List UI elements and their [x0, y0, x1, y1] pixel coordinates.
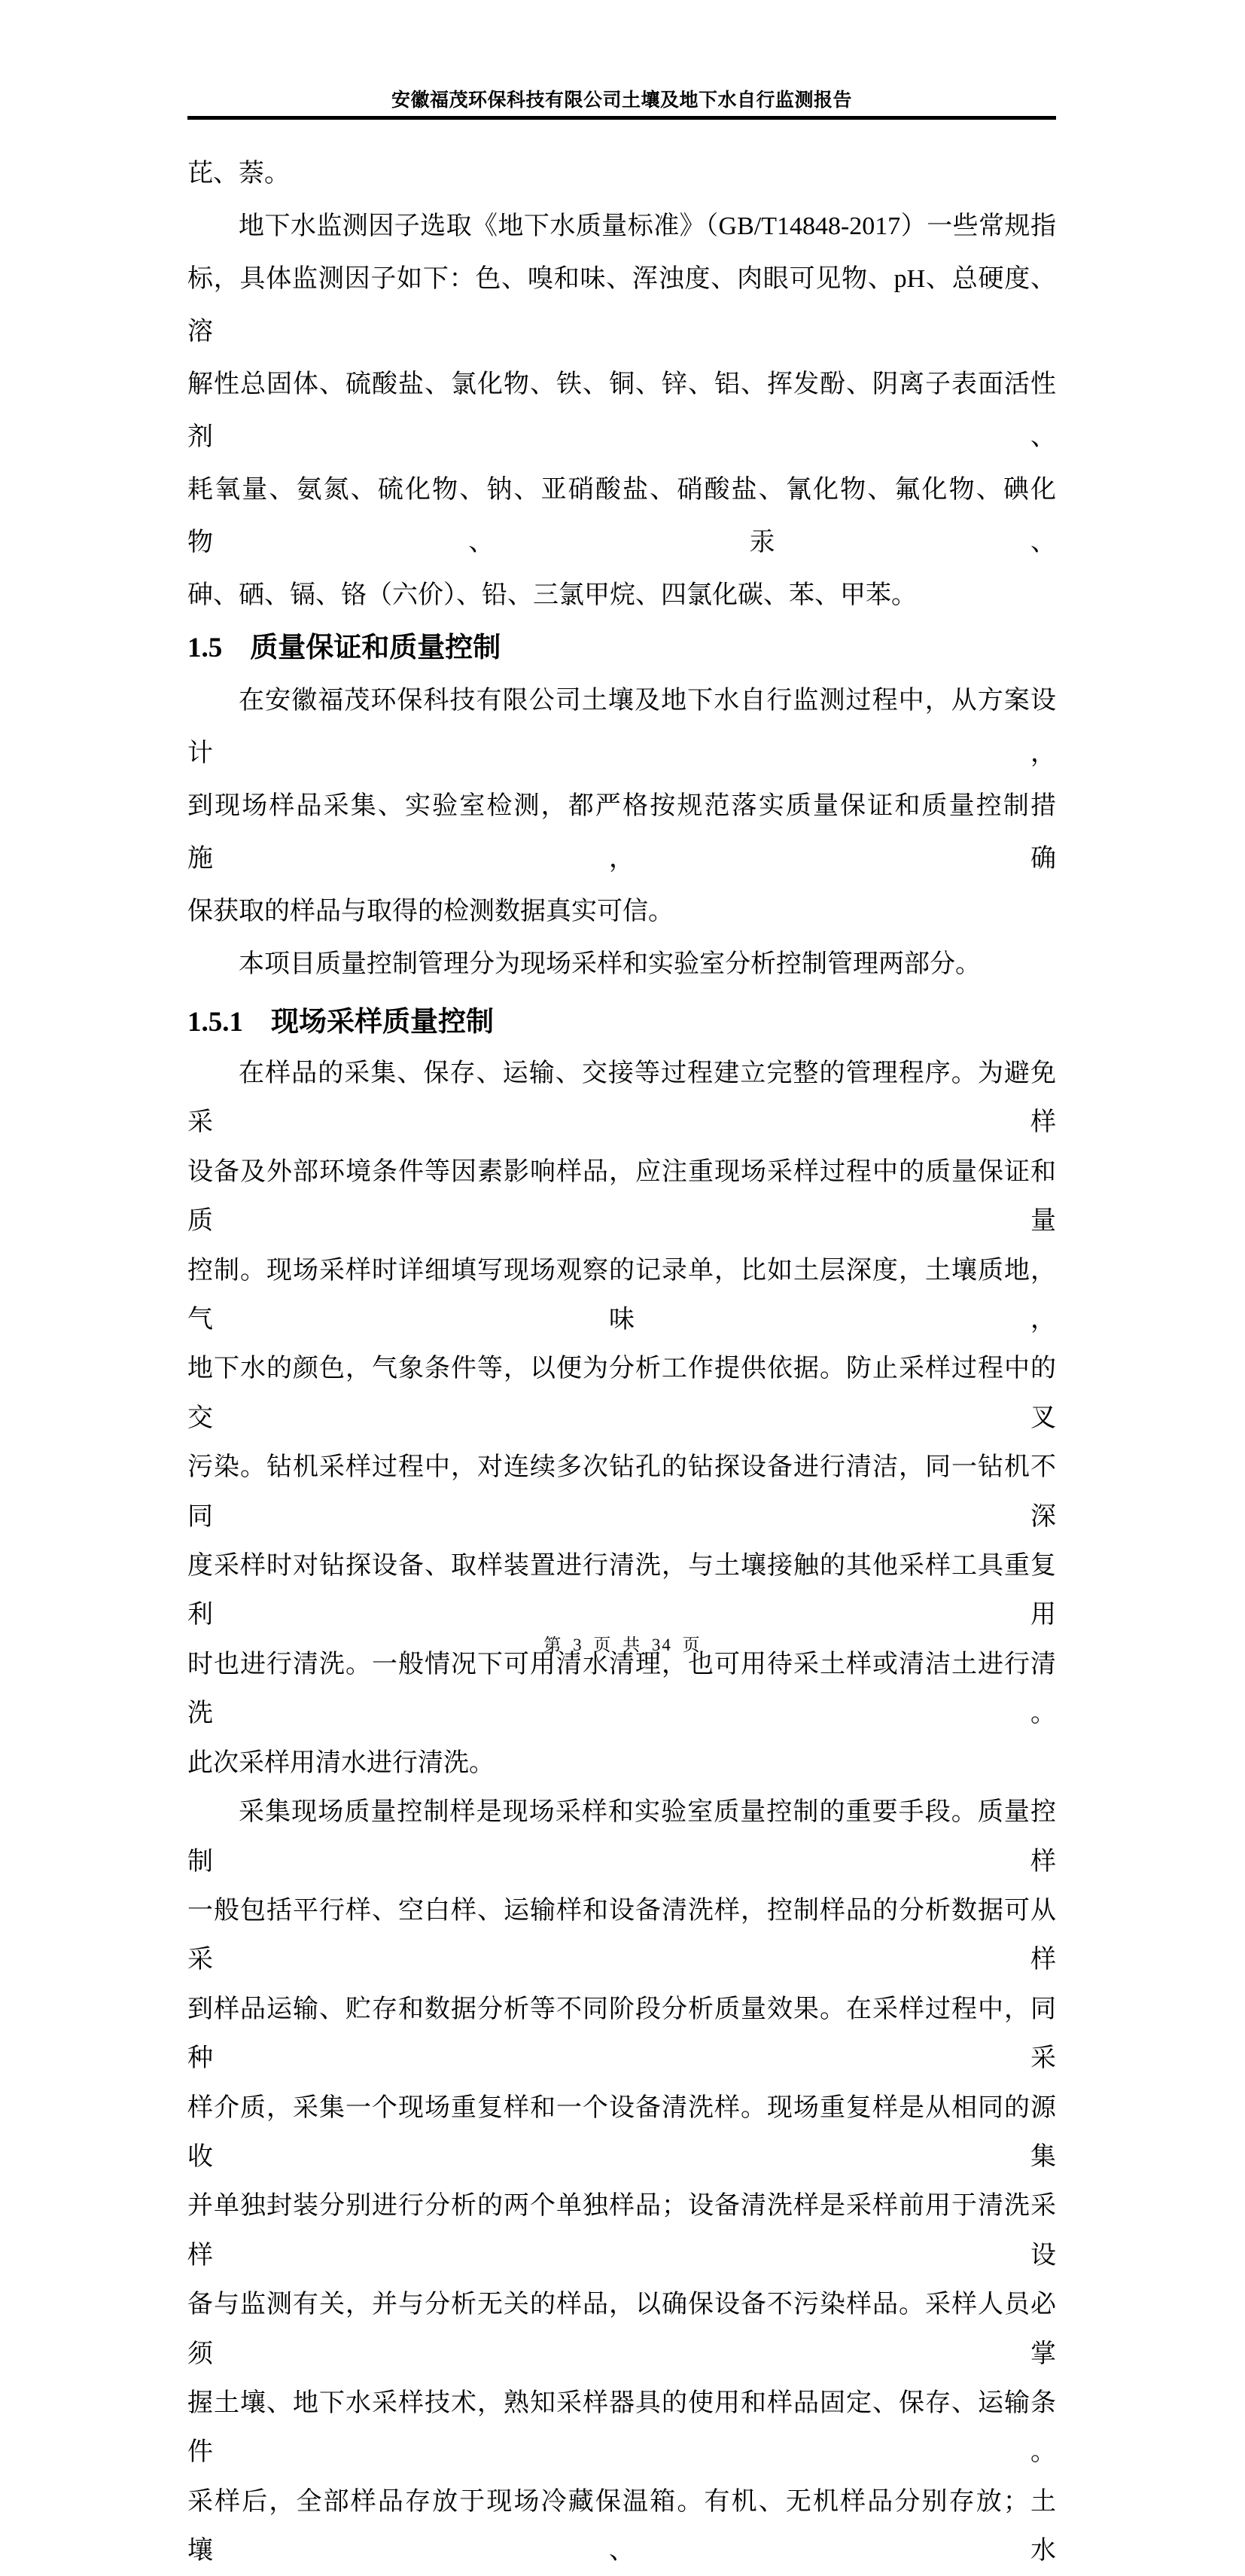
header-rule — [187, 116, 1056, 120]
text-line: 耗氧量、氨氮、硫化物、钠、亚硝酸盐、硝酸盐、氰化物、氟化物、碘化物、汞、 — [187, 476, 1056, 556]
header-title: 安徽福茂环保科技有限公司土壤及地下水自行监测报告 — [391, 90, 852, 111]
text-line: 污染。钻机采样过程中，对连续多次钻孔的钻探设备进行清洁，同一钻机不同深 — [187, 1453, 1056, 1531]
text-line: 保获取的样品与取得的检测数据真实可信。 — [187, 898, 674, 925]
text-line: 控制。现场采样时详细填写现场观察的记录单，比如土层深度，土壤质地，气味， — [187, 1256, 1056, 1334]
text-line: 备与监测有关，并与分析无关的样品，以确保设备不污染样品。采样人员必须掌 — [187, 2291, 1056, 2368]
text-line: 设备及外部环境条件等因素影响样品，应注重现场采样过程中的质量保证和质量 — [187, 1157, 1056, 1236]
text-line: 到样品运输、贮存和数据分析等不同阶段分析质量效果。在采样过程中，同种采 — [187, 1995, 1056, 2073]
document-body — [187, 148, 1056, 2576]
text-line: 度采样时对钻探设备、取样装置进行清洗，与土壤接触的其他采样工具重复利用 — [187, 1552, 1056, 1629]
paragraph — [187, 675, 1056, 938]
text-line: 芘、萘。 — [187, 160, 290, 187]
text-line: 到现场样品采集、实验室检测，都严格按规范落实质量保证和质量控制措施，确 — [187, 792, 1056, 873]
section-heading: 1.5 质量保证和质量控制 — [187, 633, 501, 663]
paragraph — [187, 938, 1056, 991]
text-line: 本项目质量控制管理分为现场采样和实验室分析控制管理两部分。 — [239, 950, 981, 978]
text-line: 采集现场质量控制样是现场采样和实验室质量控制的重要手段。质量控制样 — [187, 1798, 1056, 1876]
section-heading: 1.5.1 现场采样质量控制 — [187, 1007, 494, 1038]
paragraph — [187, 1049, 1056, 1788]
text-line: 解性总固体、硫酸盐、氯化物、铁、铜、锌、铝、挥发酚、阴离子表面活性剂、 — [187, 370, 1056, 451]
text-line: 地下水的颜色，气象条件等，以便为分析工作提供依据。防止采样过程中的交叉 — [187, 1355, 1056, 1432]
paragraph — [187, 200, 1056, 622]
text-line: 采样后，全部样品存放于现场冷藏保温箱。有机、无机样品分别存放；土壤、水 — [187, 2487, 1056, 2565]
text-line: 标，具体监测因子如下：色、嗅和味、浑浊度、肉眼可见物、pH、总硬度、溶 — [187, 265, 1056, 346]
paragraph — [187, 148, 1056, 200]
page-footer — [0, 1634, 1245, 1657]
text-line: 在样品的采集、保存、运输、交接等过程建立完整的管理程序。为避免采样 — [187, 1059, 1056, 1137]
text-line: 样介质，采集一个现场重复样和一个设备清洗样。现场重复样是从相同的源收集 — [187, 2093, 1056, 2171]
page-header — [187, 88, 1056, 120]
footer-page-label: 第 3 页 共 34 页 — [543, 1636, 702, 1654]
text-line: 握土壤、地下水采样技术，熟知采样器具的使用和样品固定、保存、运输条件。 — [187, 2389, 1056, 2467]
text-line: 并单独封装分别进行分析的两个单独样品；设备清洗样是采样前用于清洗采样设 — [187, 2192, 1056, 2270]
text-line: 一般包括平行样、空白样、运输样和设备清洗样，控制样品的分析数据可从采样 — [187, 1896, 1056, 1974]
text-line: 砷、硒、镉、铬（六价）、铅、三氯甲烷、四氯化碳、苯、甲苯。 — [187, 581, 917, 609]
text-line: 此次采样用清水进行清洗。 — [187, 1748, 495, 1777]
paragraph — [187, 1788, 1056, 2576]
text-line: 时也进行清洗。一般情况下可用清水清理，也可用待采土样或清洁土进行清洗。 — [187, 1650, 1056, 1728]
text-line: 地下水监测因子选取《地下水质量标准》（GB/T14848-2017）一些常规指 — [239, 212, 1056, 240]
text-line: 在安徽福茂环保科技有限公司土壤及地下水自行监测过程中，从方案设计， — [187, 687, 1056, 767]
